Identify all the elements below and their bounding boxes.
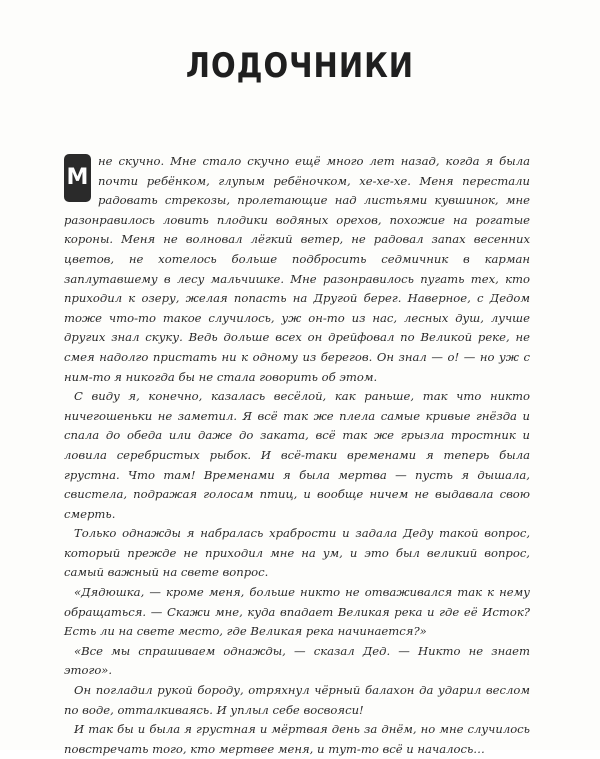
paragraph: С виду я, конечно, казалась весёлой, как раньше, так что никто ничегошеньки не заметил. Я всё так же плела самые кривые гнёзда и спала до обеда или даже до заката, всё так же грызла тростник и ловила серебристых рыбок. И всё-таки временами я теперь была грустна. Что там! Временами я была мертва — пусть я дышала, свистела, подражая голосам птиц, и вообще ничем не выдавала свою смерть.	[64, 389, 530, 521]
chapter-title: ЛОДОЧНИКИ	[185, 44, 415, 86]
paragraph: Только однажды я набралась храбрости и задала Деду такой вопрос, который прежде не приходил мне на ум, и это был великий вопрос, самый важный на свете вопрос.	[64, 526, 530, 580]
paragraph	[64, 152, 530, 387]
paragraph: Он погладил рукой бороду, отряхнул чёрный балахон да ударил веслом по воде, отталкиваясь. И уплыл себе восвояси!	[64, 683, 530, 717]
paragraph: И так бы и была я грустная и мёртвая день за днём, но мне случилось повстречать того, кто мертвее меня, и тут-то всё и началось…	[64, 722, 530, 756]
chapter-text	[64, 152, 530, 759]
drop-cap-letter: М	[64, 154, 91, 202]
paragraph-text: не скучно. Мне стало скучно ещё много лет назад, когда я была почти ребёнком, глупым ребёночком, хе-хе-хе. Меня перестали радовать стрекозы, пролетающие над листьями кувшинок, мне разонравилось ловить плодики водяных орехов, похожие на рогатые короны. Меня не волновал лёгкий ветер, не радовал запах весенних цветов, не хотелось больше подбросить седмичник в карман заплутавшему в лесу мальчишке. Мне разонравилось пугать тех, кто приходил к озеру, желая попасть на Другой берег. Наверное, с Дедом тоже что-то такое случилось, уж он-то из нас, лесных душ, лучше других знал скуку. Ведь дольше всех он дрейфовал по Великой реке, не смея надолго пристать ни к одному из берегов. Он знал — о! — но уж с ним-то я никогда бы не стала говорить об этом.	[64, 154, 530, 384]
paragraph: «Дядюшка, — кроме меня, больше никто не отваживался так к нему обращаться. — Скажи мне, куда впадает Великая река и где её Исток? Есть ли на свете место, где Великая река начинается?»	[64, 585, 530, 639]
paragraph: «Все мы спрашиваем однажды, — сказал Дед. — Никто не знает этого».	[64, 643, 530, 678]
